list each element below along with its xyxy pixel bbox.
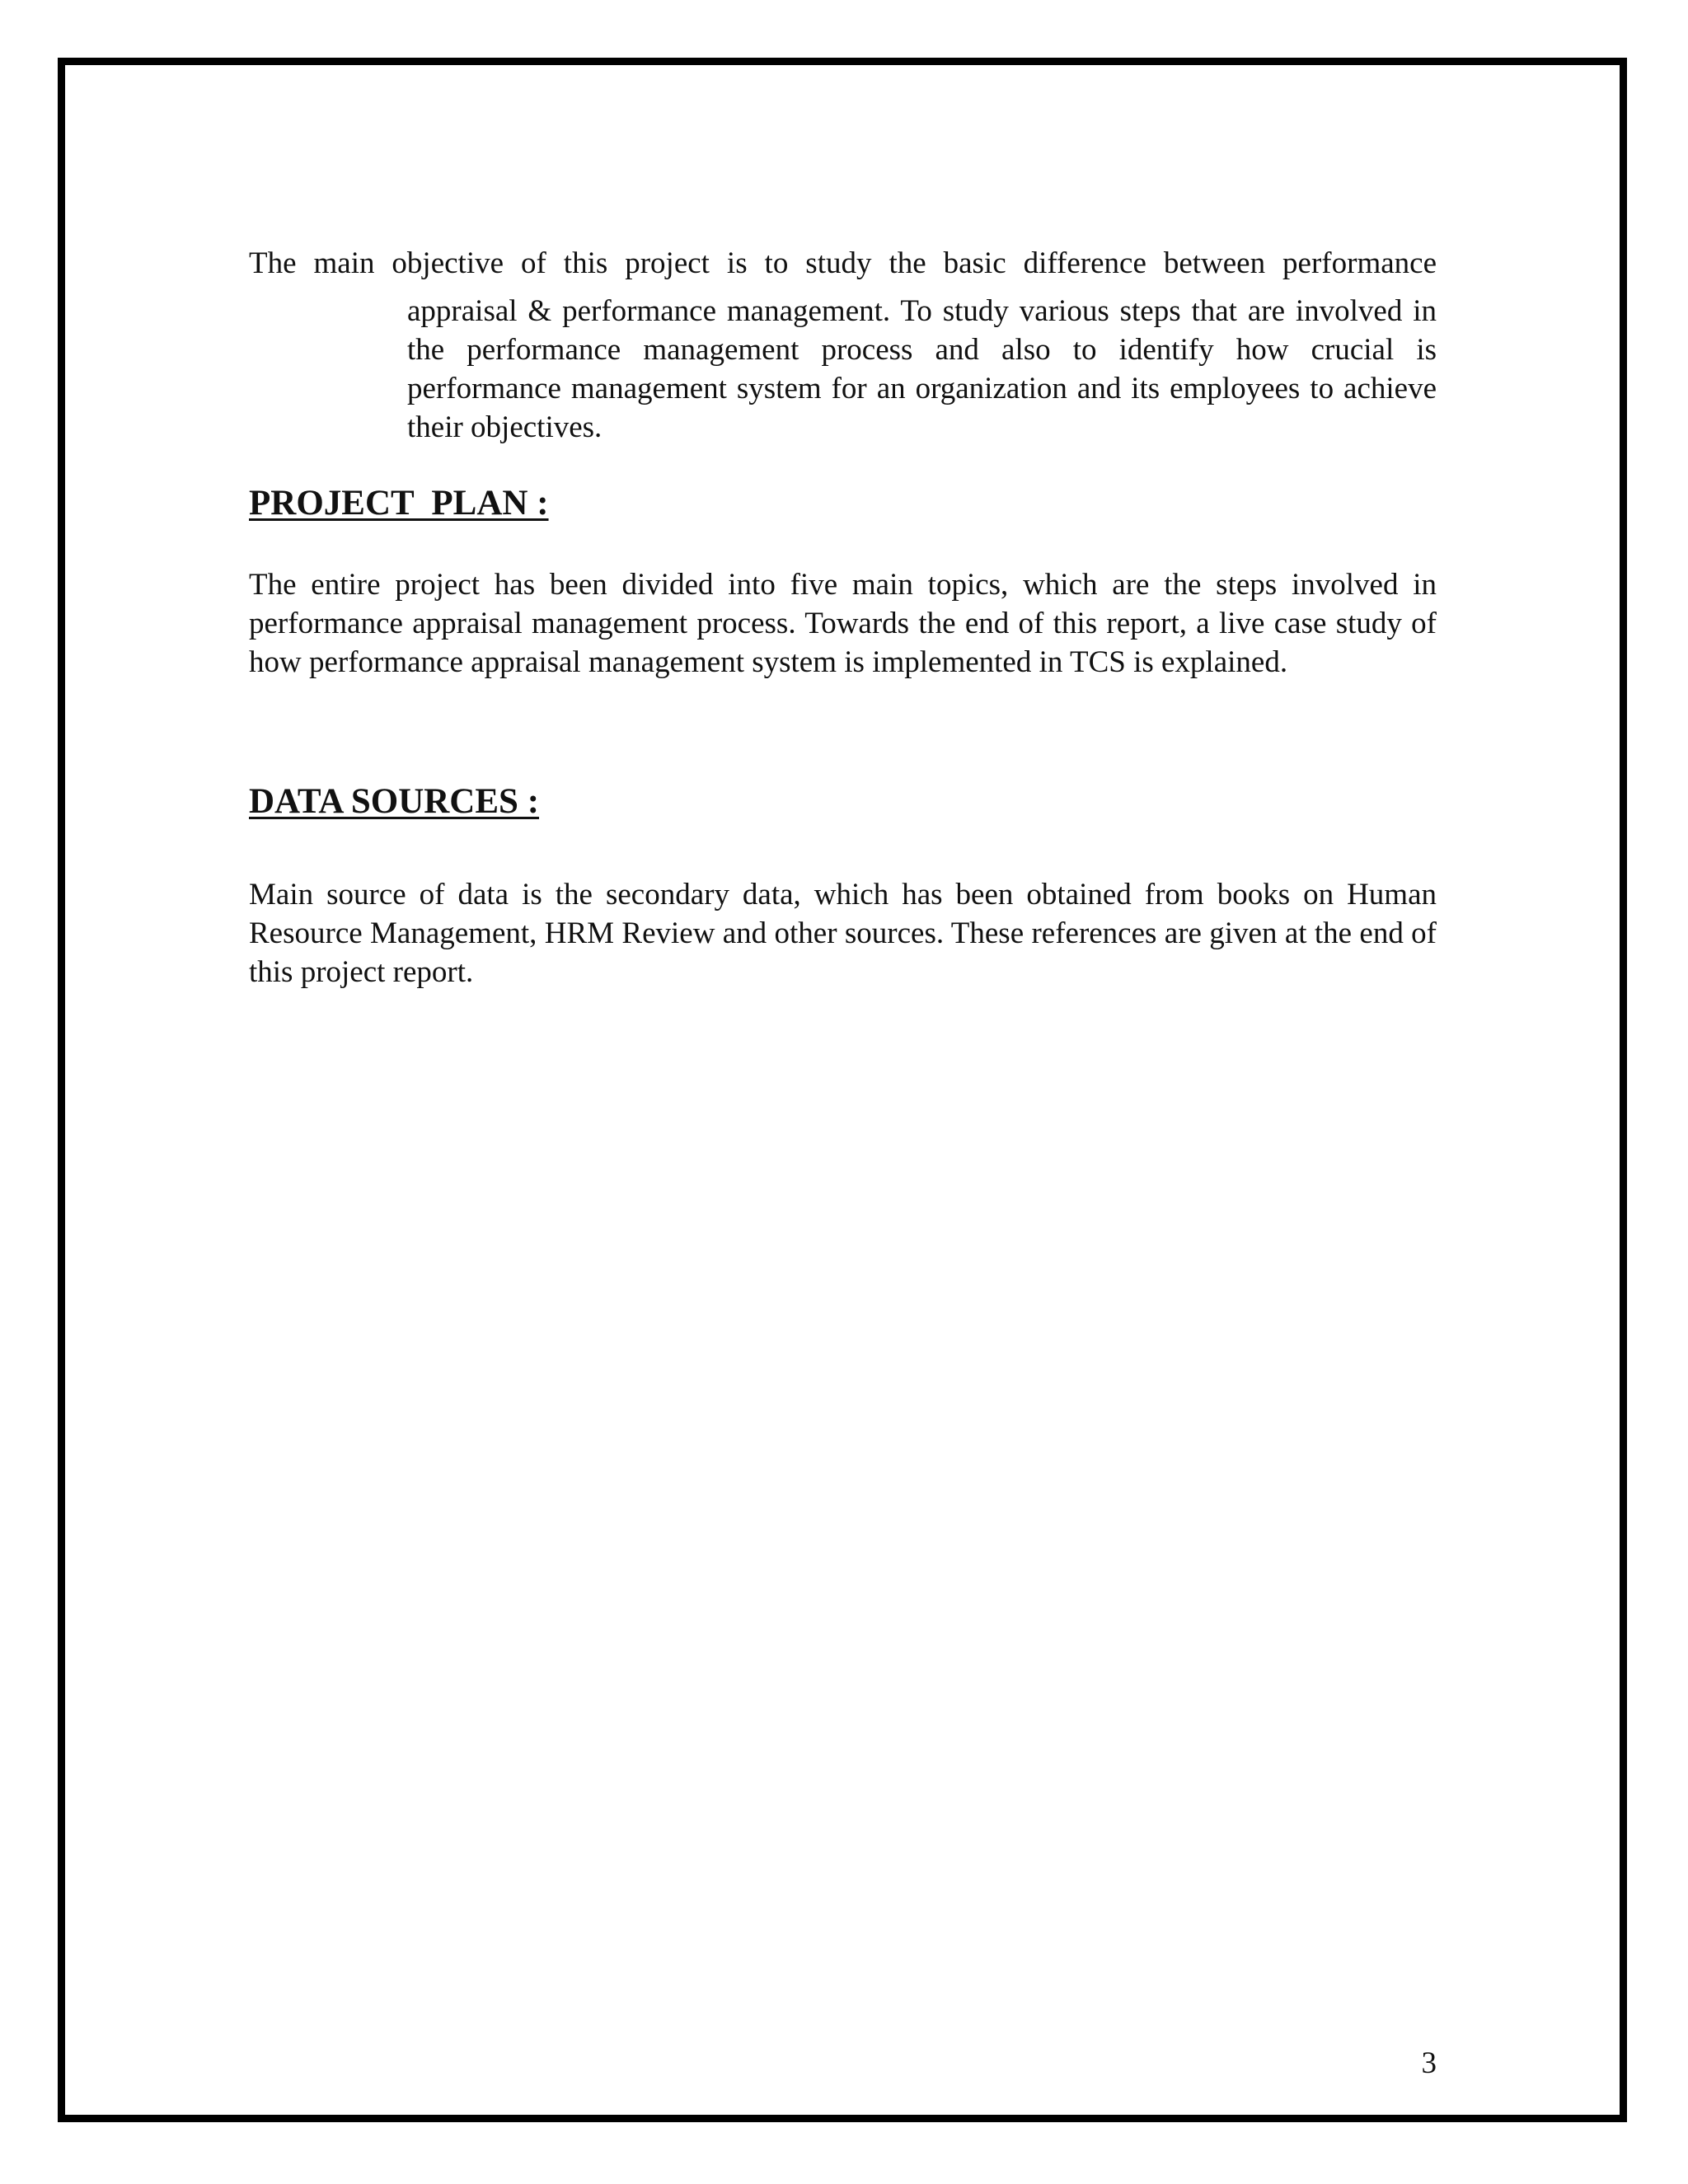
data-sources-heading: DATA SOURCES : [249, 782, 540, 821]
project-plan-paragraph: The entire project has been divided into five main topics, which are the steps involved in performance appraisal management process. Towards the end of this report, a live case study of how performance appraisal management system is implemented in TCS is explained. [249, 568, 1437, 679]
page-number: 3 [1421, 2046, 1437, 2080]
objective-first-line: The main objective of this project is to study the basic difference between performance [249, 246, 1437, 280]
objective-paragraph: appraisal & performance management. To study various steps that are involved in the performance management process and also to identify how crucial is performance management system for an organization and its employees to achieve their objectives. [407, 294, 1437, 444]
project-plan-heading: PROJECT PLAN : [249, 484, 549, 523]
data-sources-paragraph: Main source of data is the secondary data, which has been obtained from books on Human Resource Management, HRM Review and other sources. These references are given at the end of this project report. [249, 878, 1437, 989]
